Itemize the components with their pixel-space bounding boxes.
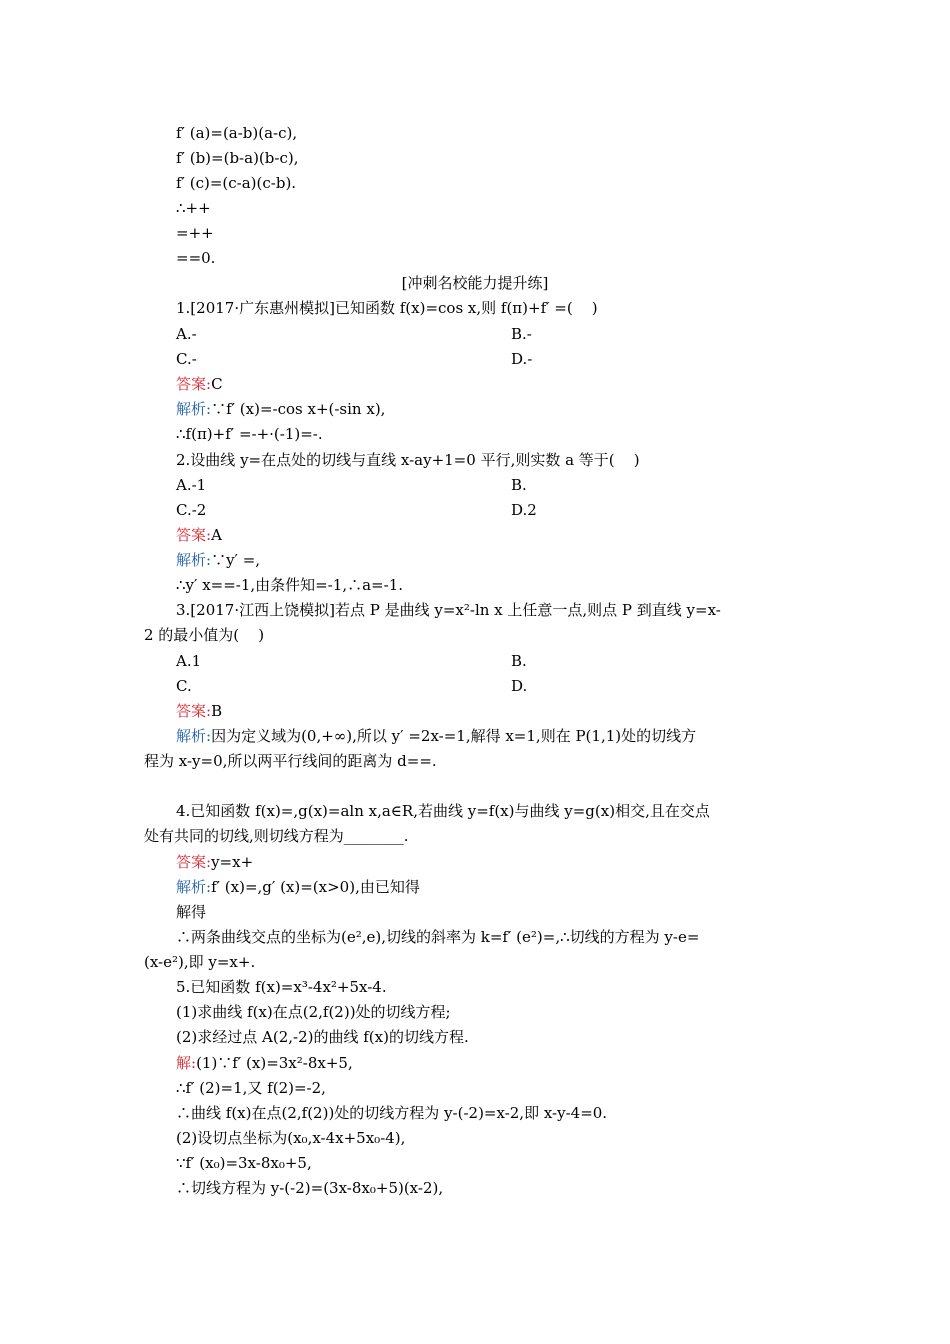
analysis-text: ∵f′ (x)=-cos x+(-sin x), <box>211 400 386 418</box>
analysis-text: ∵y′ =, <box>211 551 261 569</box>
option-b: B.- <box>511 325 532 343</box>
answer-line <box>0 852 950 872</box>
option-b: B. <box>511 476 527 494</box>
text-line: (2)设切点坐标为(x₀,x-4x+5x₀-4), <box>176 1129 406 1147</box>
answer-label: 答案: <box>176 526 212 544</box>
solution-label: 解: <box>176 1054 197 1072</box>
answer-line <box>0 701 950 721</box>
text-line: ∴两条曲线交点的坐标为(e²,e),切线的斜率为 k=f′ (e²)=,∴切线的方程为 y-e= <box>176 928 700 946</box>
analysis-line <box>0 399 950 419</box>
text-line: ∴曲线 f(x)在点(2,f(2))处的切线方程为 y-(-2)=x-2,即 x-y-4=0. <box>176 1104 608 1122</box>
text-line: 解得 <box>176 903 207 921</box>
option-c: C.- <box>176 350 197 368</box>
analysis-label: 解析: <box>176 400 212 418</box>
text-line: f′ (c)=(c-a)(c-b). <box>176 174 297 192</box>
text-line: =++ <box>176 224 214 242</box>
text-line: ∵f′ (x₀)=3x-8x₀+5, <box>176 1154 312 1172</box>
text-line: f′ (b)=(b-a)(b-c), <box>176 149 299 167</box>
option-d: D. <box>511 677 528 695</box>
option-a: A.1 <box>176 652 202 670</box>
analysis-line <box>0 550 950 570</box>
analysis-label: 解析: <box>176 878 212 896</box>
text-line: ∴f′ (2)=1,又 f(2)=-2, <box>176 1079 326 1097</box>
text-line: (x-e²),即 y=x+. <box>144 953 256 971</box>
question-2: 2.设曲线 y=在点处的切线与直线 x-ay+1=0 平行,则实数 a 等于( ) <box>176 451 640 469</box>
analysis-label: 解析: <box>176 727 212 745</box>
text-line: (2)求经过点 A(2,-2)的曲线 f(x)的切线方程. <box>176 1028 469 1046</box>
question-3: 3.[2017·江西上饶模拟]若点 P 是曲线 y=x²-ln x 上任意一点,则点 P 到直线 y=x- <box>176 601 721 619</box>
answer-label: 答案: <box>176 375 212 393</box>
analysis-label: 解析: <box>176 551 212 569</box>
solution-text: (1)∵f′ (x)=3x²-8x+5, <box>196 1054 353 1072</box>
option-c: C. <box>176 677 192 695</box>
text-line: ==0. <box>176 249 216 267</box>
answer-label: 答案: <box>176 702 212 720</box>
answer-line <box>0 525 950 545</box>
answer-value: C <box>211 375 223 393</box>
text-line: ∴f(π)+f′ =-+·(-1)=-. <box>176 425 323 443</box>
answer-value: A <box>211 526 222 544</box>
text-line: (1)求曲线 f(x)在点(2,f(2))处的切线方程; <box>176 1003 451 1021</box>
option-c: C.-2 <box>176 501 207 519</box>
analysis-line <box>0 726 950 746</box>
analysis-text: f′ (x)=,g′ (x)=(x>0),由已知得 <box>211 878 420 896</box>
text-line: 2 的最小值为( ) <box>144 626 265 644</box>
option-b: B. <box>511 652 527 670</box>
text-line: ∴y′ x==-1,由条件知=-1,∴a=-1. <box>176 576 404 594</box>
analysis-text: 因为定义域为(0,+∞),所以 y′ =2x-=1,解得 x=1,则在 P(1,1)处的切线方 <box>211 727 697 745</box>
option-a: A.- <box>176 325 197 343</box>
answer-label: 答案: <box>176 853 212 871</box>
question-5: 5.已知函数 f(x)=x³-4x²+5x-4. <box>176 978 387 996</box>
section-title: [冲刺名校能力提升练] <box>401 274 549 292</box>
answer-value: B <box>211 702 223 720</box>
answer-line <box>0 374 950 394</box>
text-line: ∴++ <box>176 199 211 217</box>
analysis-line <box>0 877 950 897</box>
question-1: 1.[2017·广东惠州模拟]已知函数 f(x)=cos x,则 f(π)+f′ =( ) <box>176 299 598 317</box>
solution-line <box>0 1053 950 1073</box>
text-line: 处有共同的切线,则切线方程为________. <box>144 827 409 845</box>
text-line: f′ (a)=(a-b)(a-c), <box>176 124 298 142</box>
option-d: D.- <box>511 350 533 368</box>
text-line: ∴切线方程为 y-(-2)=(3x-8x₀+5)(x-2), <box>176 1179 444 1197</box>
text-line: 程为 x-y=0,所以两平行线间的距离为 d==. <box>144 752 437 770</box>
option-d: D.2 <box>511 501 537 519</box>
answer-value: y=x+ <box>211 853 254 871</box>
option-a: A.-1 <box>176 476 207 494</box>
question-4: 4.已知函数 f(x)=,g(x)=aln x,a∈R,若曲线 y=f(x)与曲线 y=g(x)相交,且在交点 <box>176 802 710 820</box>
